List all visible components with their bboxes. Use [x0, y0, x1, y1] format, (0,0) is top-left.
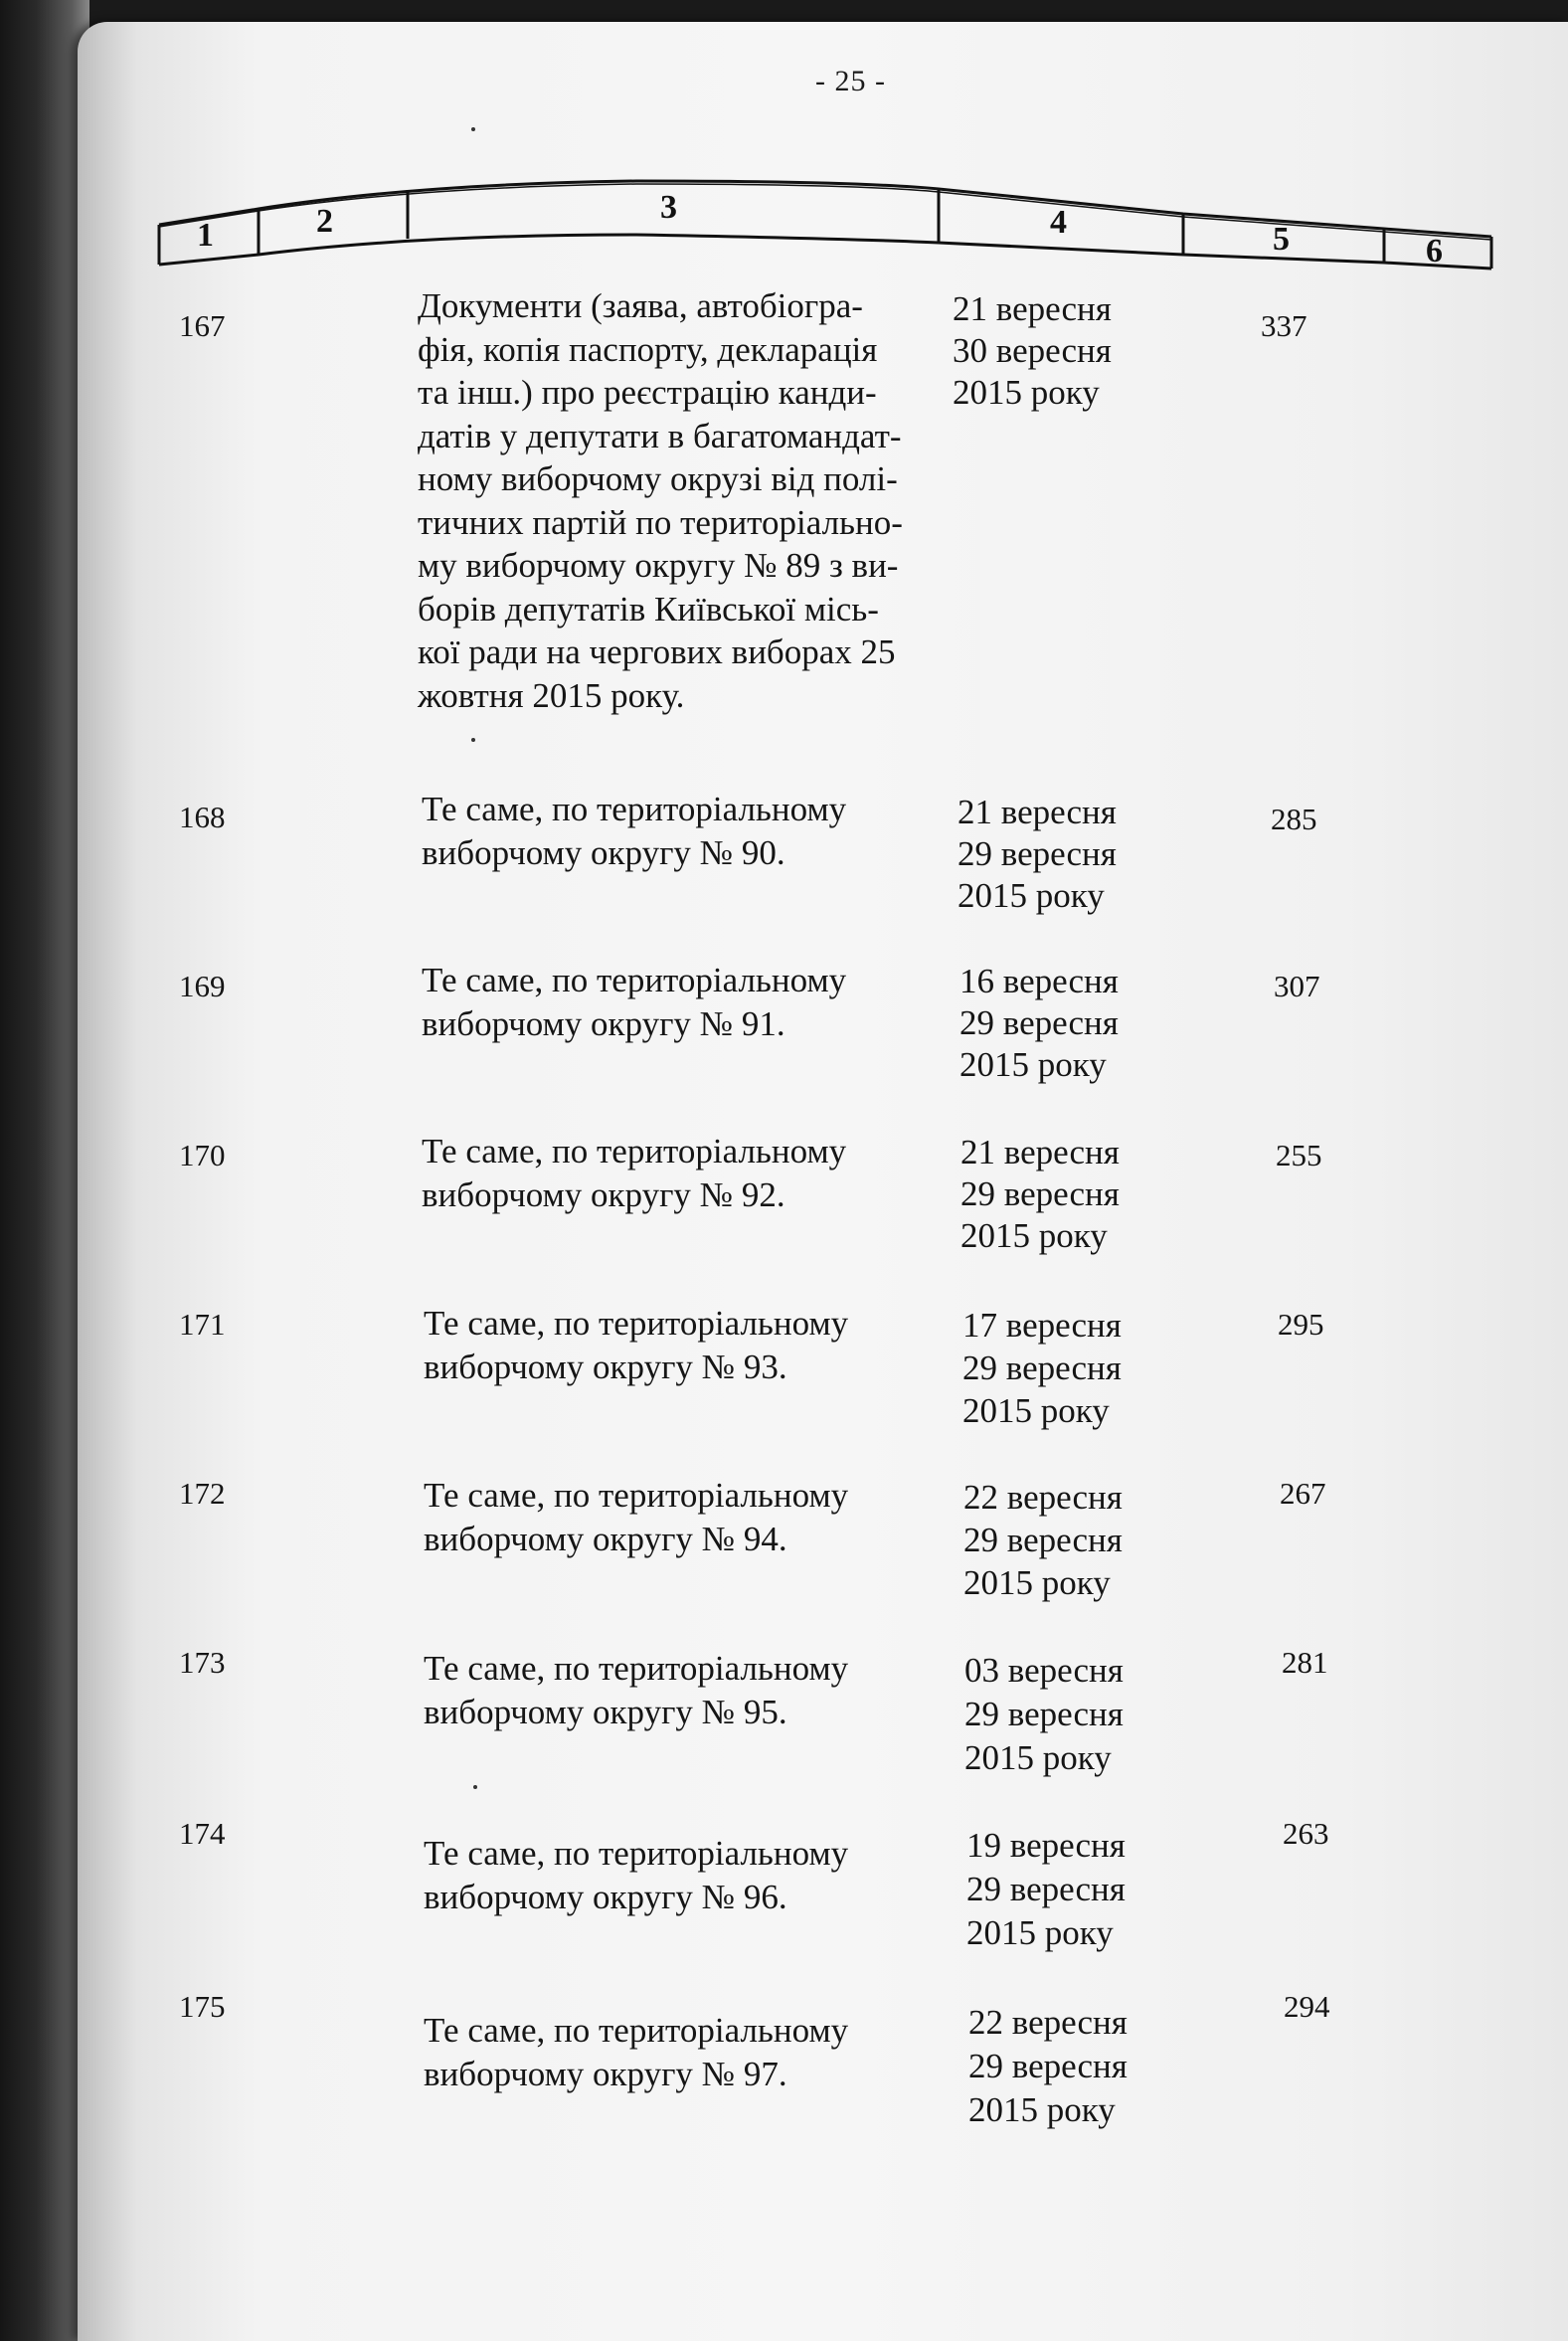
- date-year: 2015 року: [953, 373, 1100, 412]
- description-line: борів депутатів Київської місь-: [418, 589, 879, 629]
- row-description: [422, 959, 958, 1046]
- row-index: 173: [179, 1645, 226, 1680]
- row-count: 267: [1280, 1476, 1326, 1511]
- row-index: 169: [179, 969, 226, 1003]
- row-count: 295: [1278, 1307, 1324, 1342]
- date-end: 29 вересня: [962, 1349, 1122, 1387]
- header-col-5: 5: [1273, 221, 1290, 258]
- row-index: 174: [179, 1816, 226, 1851]
- date-start: 03 вересня: [964, 1651, 1124, 1690]
- row-description: [424, 1474, 960, 1561]
- description-line: фія, копія паспорту, декларація: [418, 329, 878, 369]
- header-col-3: 3: [660, 189, 677, 226]
- row-count: 255: [1276, 1138, 1322, 1172]
- row-count: 294: [1284, 1989, 1330, 2024]
- date-start: 17 вересня: [962, 1306, 1122, 1345]
- row-description: [424, 1302, 960, 1389]
- row-count: 263: [1283, 1816, 1329, 1851]
- description-line: Те саме, по територіальному: [424, 1304, 849, 1343]
- description-line: виборчому округу № 91.: [422, 1004, 785, 1043]
- date-end: 29 вересня: [959, 1003, 1119, 1042]
- date-end: 29 вересня: [964, 1695, 1124, 1733]
- row-index: 170: [179, 1138, 226, 1172]
- description-line: Те саме, по територіальному: [422, 961, 847, 999]
- date-year: 2015 року: [968, 2090, 1116, 2129]
- paper-speck: [473, 1785, 477, 1789]
- row-index: 168: [179, 800, 226, 834]
- description-line: виборчому округу № 94.: [424, 1520, 787, 1558]
- date-end: 29 вересня: [968, 2047, 1128, 2085]
- row-index: 172: [179, 1476, 226, 1511]
- description-line: Те саме, по територіальному: [422, 1132, 847, 1170]
- row-description: [418, 284, 955, 717]
- row-count: 281: [1282, 1645, 1328, 1680]
- row-dates: [966, 1824, 1126, 1955]
- row-description: [422, 788, 958, 875]
- row-description: [422, 1130, 958, 1217]
- header-col-4: 4: [1050, 204, 1067, 241]
- row-count: 337: [1261, 308, 1307, 343]
- date-year: 2015 року: [966, 1913, 1114, 1952]
- row-index: 175: [179, 1989, 226, 2024]
- row-dates: [964, 1649, 1124, 1780]
- binding-shadow: [0, 0, 89, 2341]
- description-line: датів у депутати в багатомандат-: [418, 416, 902, 455]
- description-line: жовтня 2015 року.: [418, 675, 685, 715]
- row-description: [424, 1832, 960, 1919]
- description-line: виборчому округу № 93.: [424, 1348, 787, 1386]
- row-description: [424, 2009, 960, 2096]
- description-line: та інш.) про реєстрацію канди-: [418, 373, 877, 412]
- date-start: 21 вересня: [960, 1133, 1120, 1171]
- header-col-6: 6: [1426, 233, 1443, 270]
- row-dates: [958, 792, 1117, 917]
- row-dates: [959, 961, 1119, 1086]
- description-line: Те саме, по територіальному: [424, 1476, 849, 1515]
- row-index: 171: [179, 1307, 226, 1342]
- description-line: виборчому округу № 90.: [422, 833, 785, 872]
- description-line: Те саме, по територіальному: [424, 1649, 849, 1688]
- header-col-2: 2: [316, 203, 333, 240]
- description-line: виборчому округу № 95.: [424, 1693, 787, 1731]
- date-end: 30 вересня: [953, 331, 1112, 370]
- date-end: 29 вересня: [958, 834, 1117, 873]
- date-start: 21 вересня: [958, 793, 1117, 831]
- date-start: 16 вересня: [959, 962, 1119, 1000]
- description-line: Те саме, по територіальному: [422, 790, 847, 828]
- description-line: виборчому округу № 92.: [422, 1175, 785, 1214]
- row-count: 285: [1271, 802, 1317, 836]
- date-year: 2015 року: [960, 1216, 1108, 1255]
- paper-speck: [471, 127, 475, 131]
- description-line: ному виборчому окрузі від полі-: [418, 459, 898, 498]
- header-col-1: 1: [197, 217, 214, 254]
- description-line: му виборчому округу № 89 з ви-: [418, 546, 899, 585]
- description-line: Документи (заява, автобіогра-: [418, 286, 863, 325]
- date-start: 19 вересня: [966, 1826, 1126, 1865]
- row-dates: [962, 1304, 1122, 1432]
- date-end: 29 вересня: [963, 1521, 1123, 1559]
- description-line: кої ради на чергових виборах 25: [418, 632, 896, 671]
- date-end: 29 вересня: [960, 1174, 1120, 1213]
- row-index: 167: [179, 308, 226, 343]
- date-year: 2015 року: [958, 876, 1105, 915]
- date-start: 21 вересня: [953, 289, 1112, 328]
- date-year: 2015 року: [964, 1738, 1112, 1777]
- description-line: виборчому округу № 97.: [424, 2055, 787, 2093]
- row-dates: [953, 288, 1112, 414]
- date-start: 22 вересня: [963, 1478, 1123, 1517]
- date-end: 29 вересня: [966, 1870, 1126, 1908]
- description-line: виборчому округу № 96.: [424, 1878, 787, 1916]
- row-count: 307: [1274, 969, 1320, 1003]
- date-year: 2015 року: [959, 1045, 1107, 1084]
- paper-speck: [471, 738, 475, 742]
- description-line: Те саме, по територіальному: [424, 1834, 849, 1873]
- description-line: Те саме, по територіальному: [424, 2011, 849, 2050]
- date-year: 2015 року: [962, 1391, 1110, 1430]
- row-dates: [968, 2001, 1128, 2132]
- page-number: - 25 -: [815, 65, 886, 97]
- date-year: 2015 року: [963, 1563, 1111, 1602]
- row-description: [424, 1647, 960, 1734]
- date-start: 22 вересня: [968, 2003, 1128, 2042]
- row-dates: [960, 1132, 1120, 1257]
- description-line: тичних партій по територіально-: [418, 502, 903, 542]
- row-dates: [963, 1476, 1123, 1604]
